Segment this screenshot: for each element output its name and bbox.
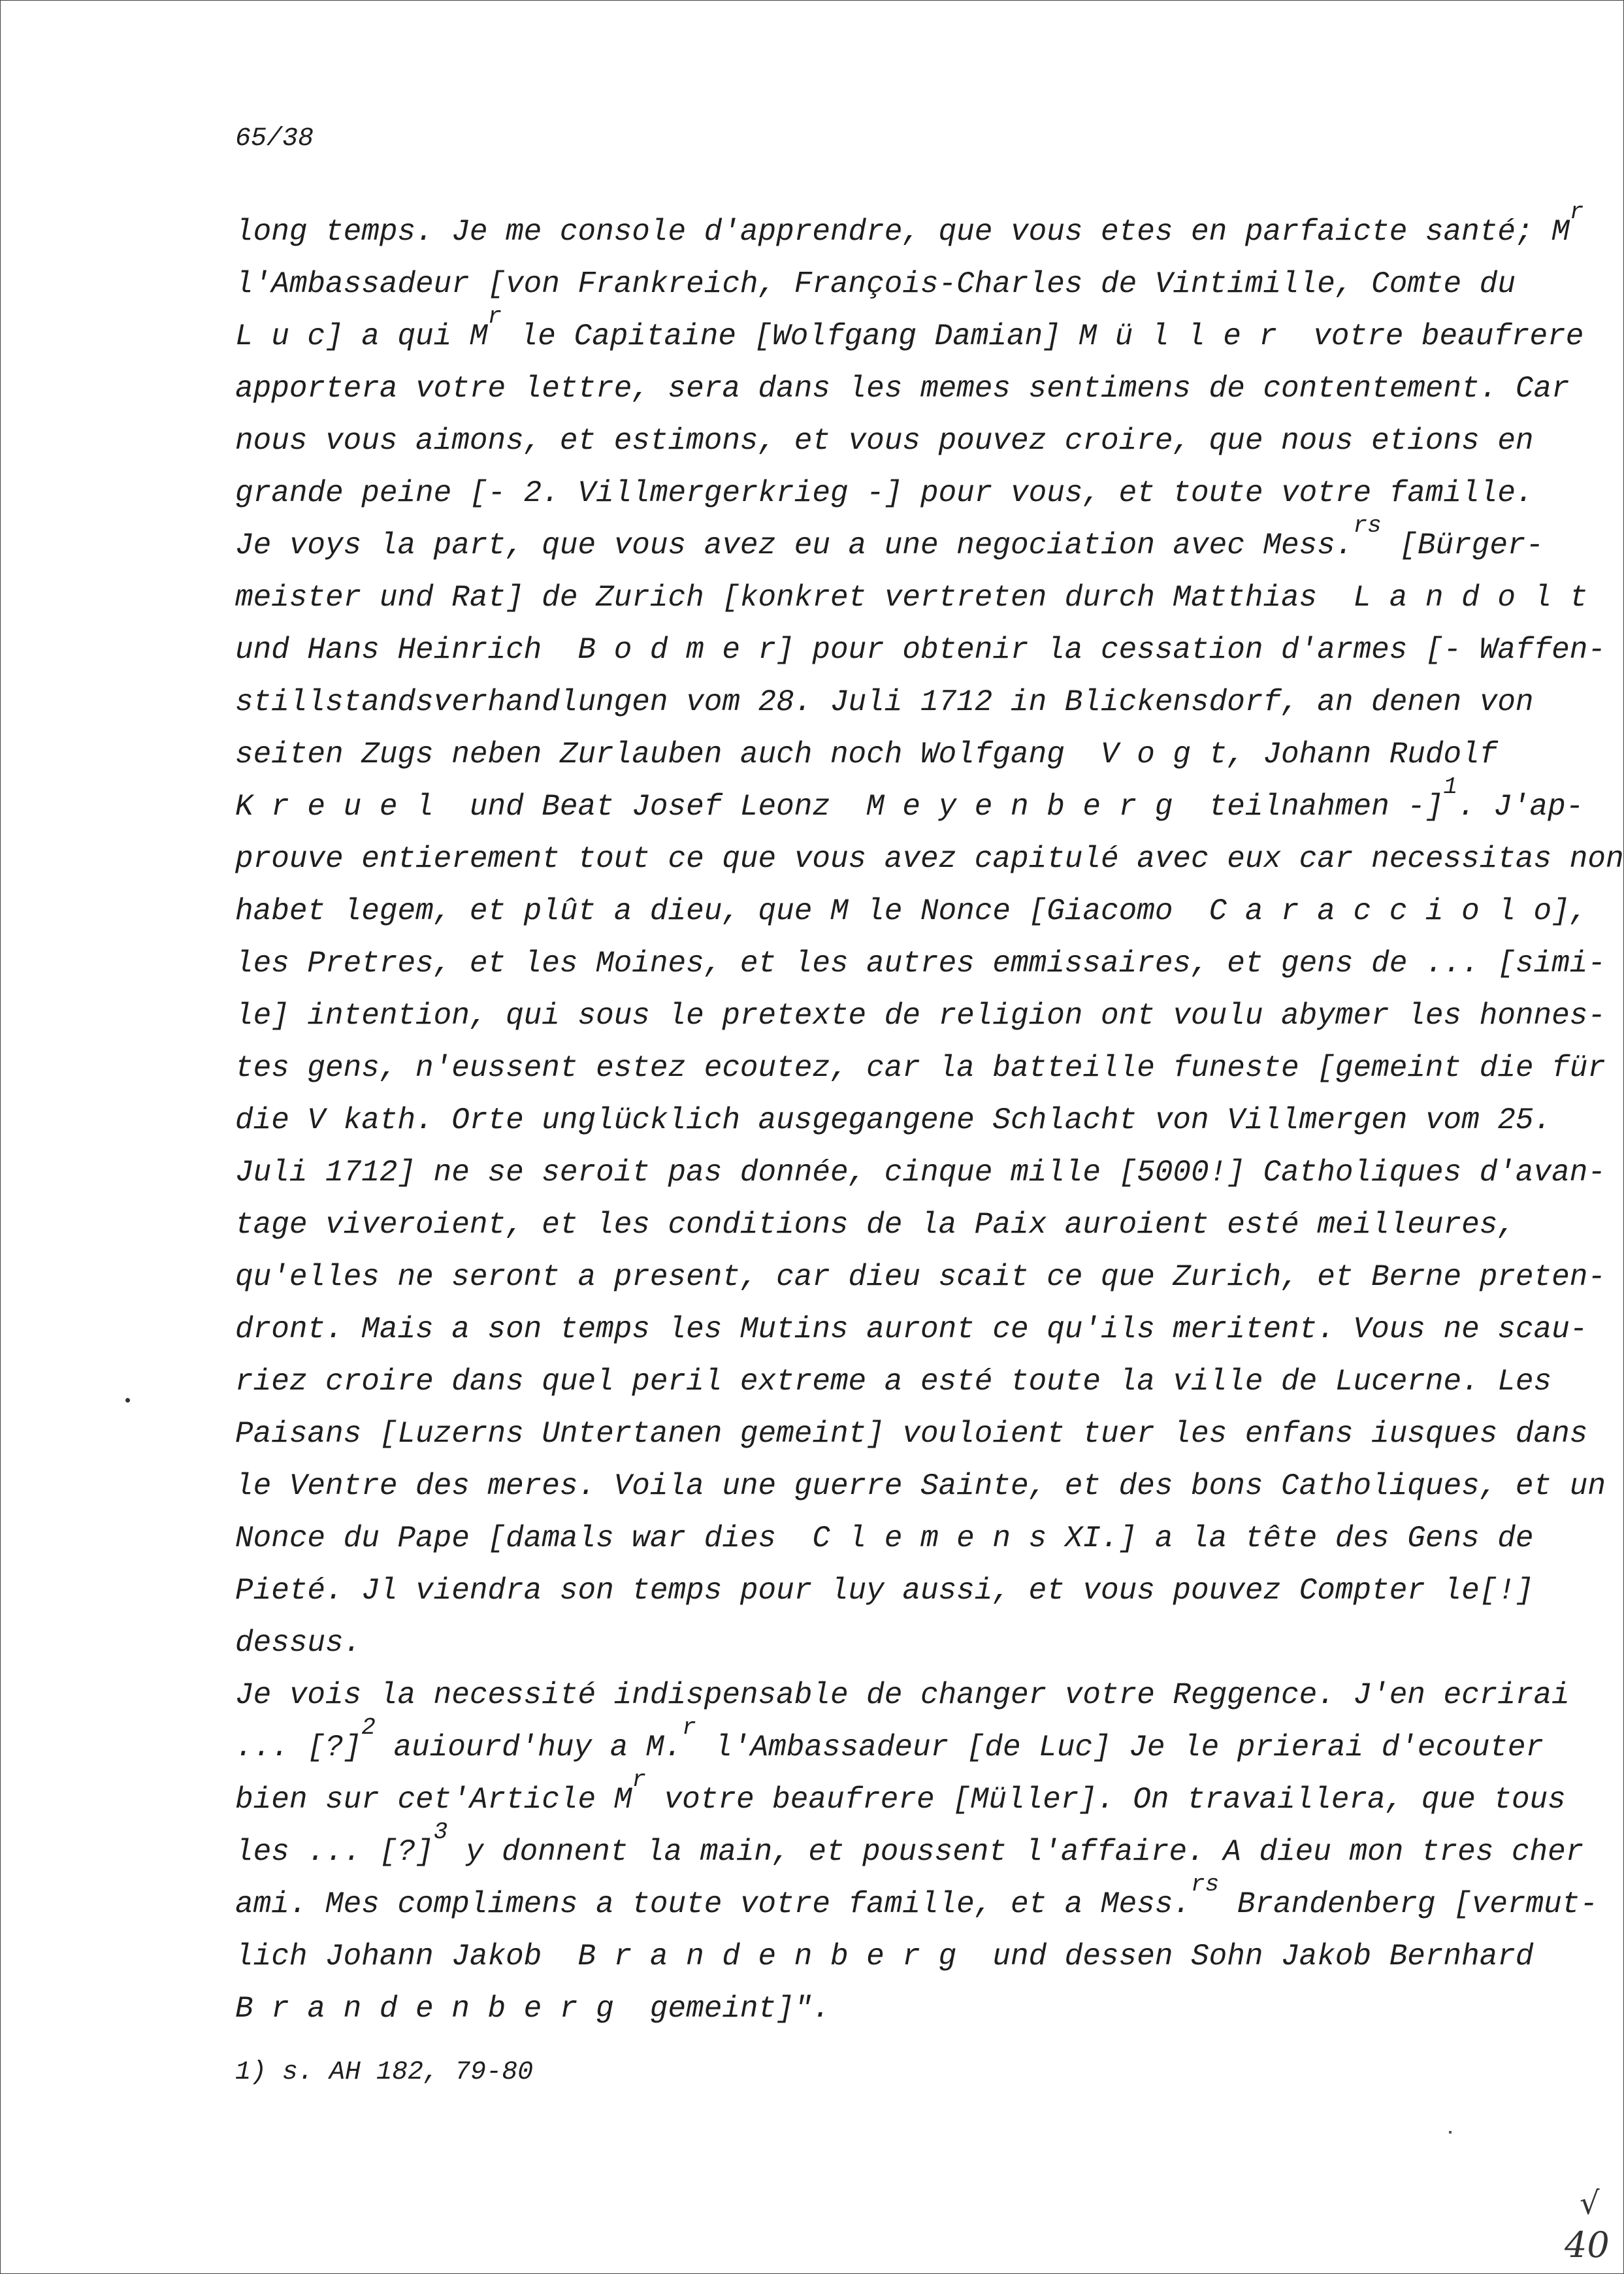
text-line [235,363,1624,415]
superscript: rs [1191,1871,1220,1898]
text-line [235,1617,1624,1669]
text-segment: qu'elles ne seront a present, car dieu scait ce que Zurich, et Berne preten- [235,1260,1606,1294]
text-line [235,1042,1624,1094]
superscript: 1 [1443,773,1458,800]
page-number: 65/38 [235,124,314,154]
text-line [235,572,1624,624]
text-segment: l'Ambassadeur [von Frankreich, François-Charles de Vintimille, Comte du [235,267,1516,301]
text-segment: ... [?] [235,1730,362,1764]
text-line [235,833,1624,885]
text-segment: habet legem, et plût a dieu, que M le Nonce [Giacomo C a r a c c i o l o], [235,894,1588,928]
text-line [235,676,1624,728]
text-line [235,1766,1624,1826]
text-line [235,990,1624,1042]
text-segment: le] intention, qui sous le pretexte de religion ont voulu abymer les honnes- [235,999,1606,1033]
text-segment: Brandenberg [vermut- [1219,1887,1598,1921]
text-line [235,1669,1624,1721]
text-line [235,1565,1624,1617]
text-segment: long temps. Je me console d'apprendre, que vous etes en parfaicte santé; M [235,215,1570,249]
text-line [235,512,1624,572]
text-segment: Paisans [Luzerns Untertanen gemeint] vouloient tuer les enfans iusques dans [235,1417,1588,1451]
text-segment: K r e u e l und Beat Josef Leonz M e y e n b e r g teilnahmen -] [235,790,1444,824]
text-segment: nous vous aimons, et estimons, et vous pouvez croire, que nous etions en [235,424,1534,458]
text-line [235,937,1624,990]
text-line [235,1094,1624,1146]
text-line [235,467,1624,519]
text-segment: und Hans Heinrich B o d m e r] pour obtenir la cessation d'armes [- Waffen- [235,633,1606,667]
text-segment: L u c] a qui M [235,319,488,353]
text-line [235,728,1624,781]
superscript: r [682,1714,696,1741]
text-segment: die V kath. Orte unglücklich ausgegangene Schlacht von Villmergen vom 25. [235,1103,1552,1137]
text-segment: auiourd'huy a M. [375,1730,683,1764]
handwritten-page-number: 40 [1565,2224,1610,2266]
text-segment: grande peine [- 2. Villmergerkrieg -] pour vous, et toute votre famille. [235,476,1534,510]
text-segment: prouve entierement tout ce que vous avez capitulé avec eux car necessitas non [235,842,1624,876]
superscript: 3 [433,1819,448,1845]
superscript: rs [1353,512,1382,539]
text-segment: lich Johann Jakob B r a n d e n b e r g und dessen Sohn Jakob Bernhard [235,1940,1534,1974]
text-line [235,303,1624,363]
text-segment: dront. Mais a son temps les Mutins auront ce qu'ils meritent. Vous ne scau- [235,1312,1588,1346]
text-segment: bien sur cet'Article M [235,1783,632,1817]
text-line [235,1408,1624,1460]
text-segment: riez croire dans quel peril extreme a esté toute la ville de Lucerne. Les [235,1365,1552,1399]
footnote: 1) s. AH 182, 79-80 [235,2058,534,2087]
text-segment: stillstandsverhandlungen vom 28. Juli 1712 in Blickensdorf, an denen von [235,685,1534,719]
text-line [235,1714,1624,1774]
pencil-mark [1449,2131,1452,2134]
text-segment: Juli 1712] ne se seroit pas donnée, cinque mille [5000!] Catholiques d'avan- [235,1156,1606,1190]
text-segment: les Pretres, et les Moines, et les autres emmissaires, et gens de ... [simi- [235,947,1606,981]
text-line [235,1983,1624,2035]
text-segment: votre beaufrere [Müller]. On travaillera, que tous [645,1783,1566,1817]
superscript: r [1569,199,1584,225]
letter-body [235,199,1624,2035]
text-line [235,624,1624,676]
text-segment: . J'ap- [1457,790,1584,824]
text-line [235,1303,1624,1356]
text-line [235,1199,1624,1251]
text-segment: ami. Mes complimens a toute votre famille, et a Mess. [235,1887,1192,1921]
text-segment: [Bürger- [1381,528,1544,562]
superscript: r [632,1766,646,1793]
text-line [235,773,1624,833]
text-segment: Je vois la necessité indispensable de changer votre Reggence. J'en ecrirai [235,1678,1570,1712]
margin-dot [125,1398,130,1403]
text-line [235,1356,1624,1408]
handwritten-checkmark: √ [1580,2185,1600,2222]
text-segment: apportera votre lettre, sera dans les memes sentimens de contentement. Car [235,372,1570,406]
superscript: r [487,303,502,330]
text-line [235,1819,1624,1878]
text-segment: le Ventre des meres. Voila une guerre Sainte, et des bons Catholiques, et un [235,1469,1606,1503]
text-segment: meister und Rat] de Zurich [konkret vertreten durch Matthias L a n d o l t [235,581,1588,615]
text-segment: B r a n d e n b e r g gemeint]". [235,1992,830,2026]
superscript: 2 [361,1714,376,1741]
text-line [235,1871,1624,1930]
text-line [235,885,1624,937]
text-line [235,1460,1624,1512]
text-segment: tage viveroient, et les conditions de la Paix auroient esté meilleures, [235,1208,1516,1242]
text-segment: les ... [?] [235,1835,434,1869]
text-segment: Pieté. Jl viendra son temps pour luy aussi, et vous pouvez Compter le[!] [235,1574,1534,1608]
text-segment: Je voys la part, que vous avez eu a une negociation avec Mess. [235,528,1354,562]
text-segment: Nonce du Pape [damals war dies C l e m e n s XI.] a la tête des Gens de [235,1521,1534,1555]
text-line [235,1930,1624,1983]
text-segment: le Capitaine [Wolfgang Damian] M ü l l e r votre beaufrere [502,319,1584,353]
text-line [235,258,1624,310]
text-segment: l'Ambassadeur [de Luc] Je le prierai d'ecouter [696,1730,1544,1764]
text-segment: dessus. [235,1626,362,1660]
text-segment: tes gens, n'eussent estez ecoutez, car la batteille funeste [gemeint die für [235,1051,1606,1085]
text-segment: y donnent la main, et poussent l'affaire. A dieu mon tres cher [447,1835,1584,1869]
text-line [235,1251,1624,1303]
text-segment: seiten Zugs neben Zurlauben auch noch Wolfgang V o g t, Johann Rudolf [235,738,1498,772]
text-line [235,199,1624,258]
text-line [235,415,1624,467]
text-line [235,1146,1624,1199]
text-line [235,1512,1624,1565]
